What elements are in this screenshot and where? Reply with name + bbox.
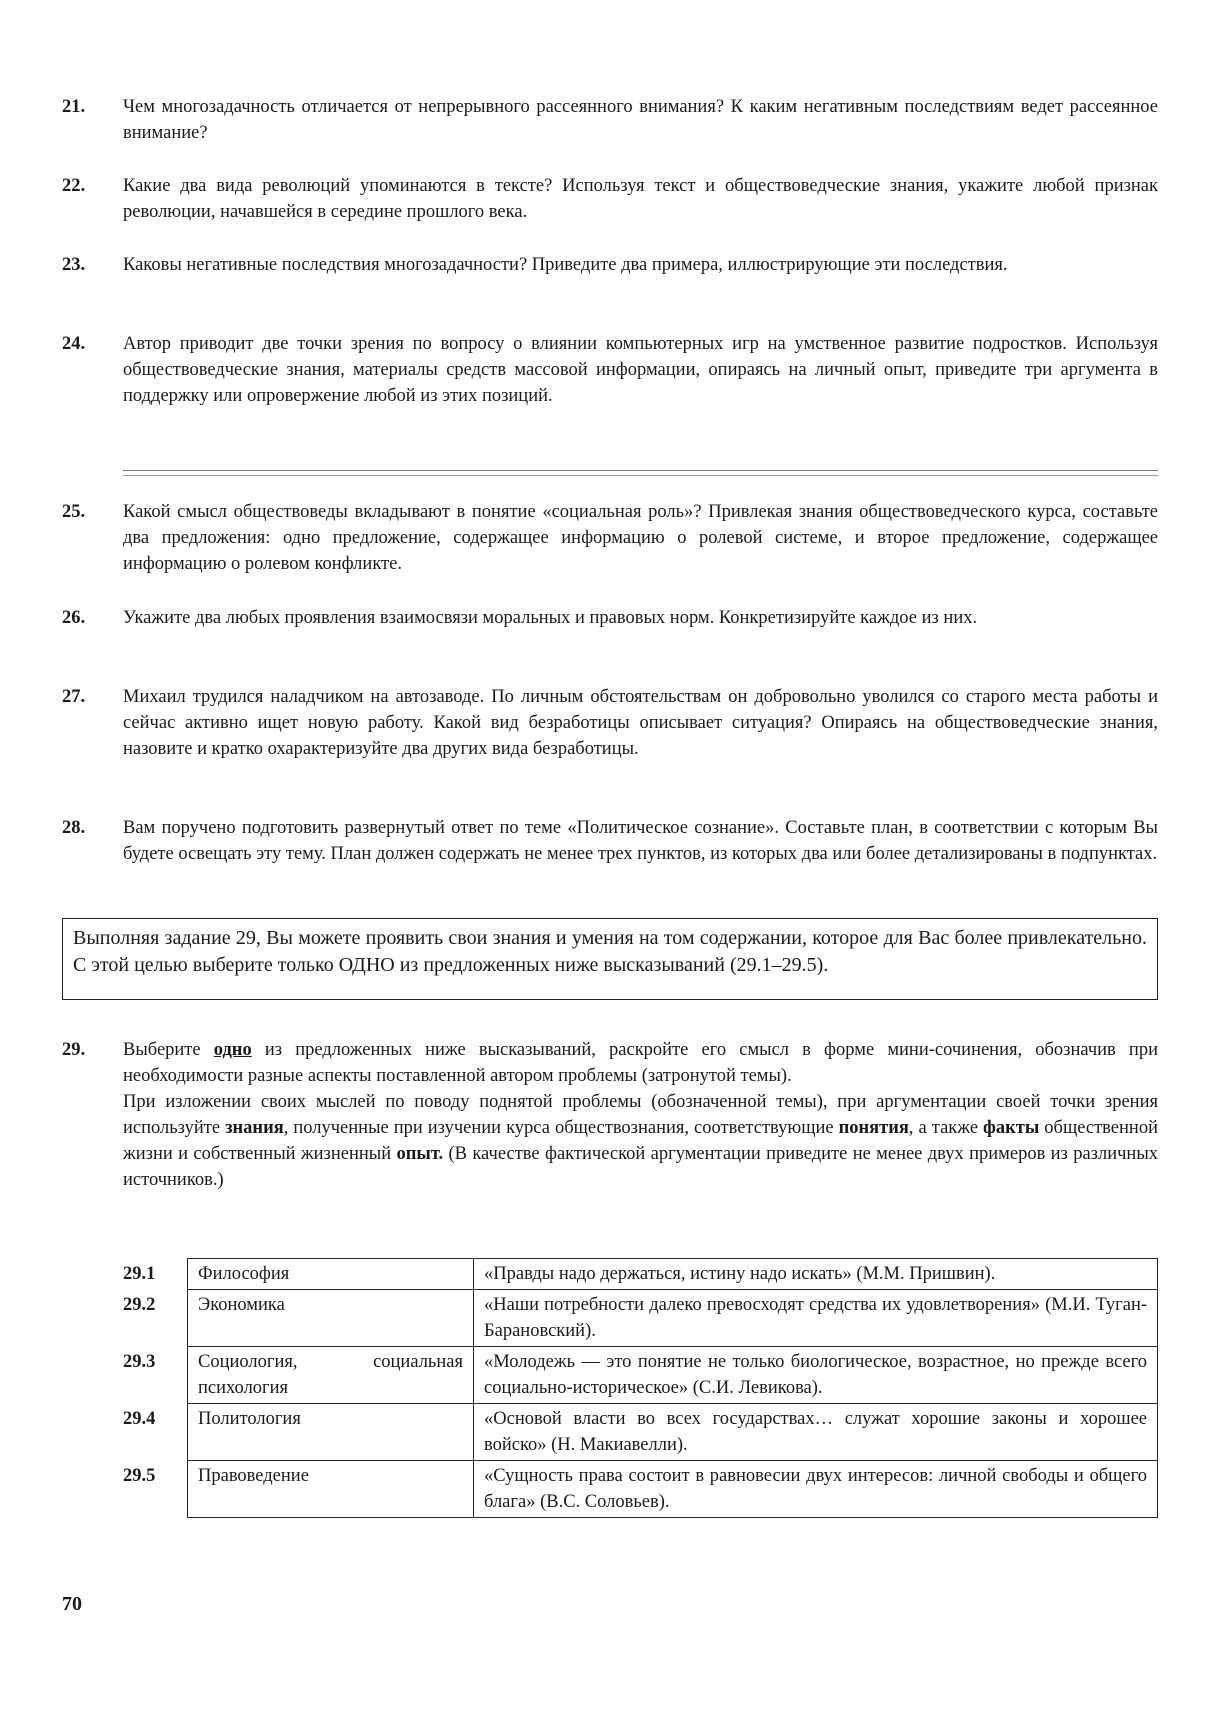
question-22: [62, 173, 1158, 225]
question-number: 22.: [62, 176, 86, 196]
statement-quote: «Основой власти во всех государствах… служат хорошие законы и хорошее войско» (Н. Макиавелли).: [474, 1404, 1158, 1461]
statement-number: 29.4: [123, 1408, 156, 1429]
page-number: 70: [62, 1593, 82, 1615]
statement-area: Экономика: [188, 1290, 474, 1347]
statement-number: 29.5: [123, 1465, 156, 1486]
question-27: [62, 684, 1158, 762]
question-text: Какие два вида революций упоминаются в тексте? Используя текст и обществоведческие знания, укажите любой признак революции, начавшейся в середине прошлого века.: [123, 176, 1158, 222]
statement-area: Правоведение: [188, 1461, 474, 1518]
question-29-para-1: [123, 1037, 1158, 1089]
question-number: 23.: [62, 255, 86, 275]
text: из предложенных ниже высказываний, раскройте его смысл в форме мини-сочинения, обозначив при необходимости разные аспекты поставленной автором проблемы (затронутой темы).: [123, 1040, 1158, 1086]
question-28: [62, 815, 1158, 867]
text: При изложении своих мыслей по поводу поднятой проблемы (обозначенной темы), при аргументации своей точки зрения используйте: [123, 1092, 1158, 1138]
question-text: Каковы негативные последствия многозадачности? Приведите два примера, иллюстрирующие эти последствия.: [123, 255, 1008, 275]
question-26: [62, 605, 1158, 631]
text: , а также: [908, 1118, 984, 1138]
question-number: 28.: [62, 818, 86, 838]
task-29-notice: Выполняя задание 29, Вы можете проявить свои знания и умения на том содержании, которое для Вас более привлекательно. С этой целью выберите только ОДНО из предложенных ниже высказываний (29.1–29.5).: [62, 918, 1158, 1000]
question-text: Чем многозадачность отличается от непрерывного рассеянного внимания? К каким негативным последствиям ведет рассеянное внимание?: [123, 97, 1158, 143]
question-25: [62, 499, 1158, 577]
question-number: 25.: [62, 502, 86, 522]
table-row: [123, 1461, 1158, 1518]
emphasis: факты: [983, 1118, 1040, 1138]
emphasis: знания: [225, 1118, 284, 1138]
question-21: [62, 94, 1158, 146]
text: общественной жизни и собственный жизненный: [123, 1118, 1158, 1164]
text: Выберите: [123, 1040, 214, 1060]
statement-area: Политология: [188, 1404, 474, 1461]
question-number: 27.: [62, 687, 86, 707]
question-text: Михаил трудился наладчиком на автозаводе. По личным обстоятельствам он добровольно уволился со старого места работы и сейчас активно ищет новую работу. Какой вид безработицы описывает ситуация? Опираясь на обществоведческие знания, назовите и кратко охарактеризуйте два других вида безработицы.: [123, 687, 1158, 759]
question-text: Вам поручено подготовить развернутый ответ по теме «Политическое сознание». Составьте план, в соответствии с которым Вы будете освещать эту тему. План должен содержать не менее трех пунктов, из которых два или более детализированы в подпунктах.: [123, 818, 1158, 864]
question-text: Укажите два любых проявления взаимосвязи моральных и правовых норм. Конкретизируйте каждое из них.: [123, 608, 978, 628]
statement-quote: «Наши потребности далеко превосходят средства их удовлетворения» (М.И. Туган-Барановский).: [474, 1290, 1158, 1347]
statement-number: 29.2: [123, 1294, 156, 1315]
section-divider: [123, 470, 1158, 476]
emphasis: опыт.: [396, 1144, 444, 1164]
table-row: [123, 1259, 1158, 1290]
statement-quote: «Молодежь — это понятие не только биологическое, возрастное, но прежде всего социально-историческое» (С.И. Левикова).: [474, 1347, 1158, 1404]
question-24: [62, 331, 1158, 409]
text: (В качестве фактической аргументации приведите не менее двух примеров из различных источников.): [123, 1144, 1159, 1190]
question-number: 24.: [62, 334, 86, 354]
question-number: 29.: [62, 1040, 86, 1060]
statement-number: 29.1: [123, 1263, 156, 1284]
statement-number: 29.3: [123, 1351, 156, 1372]
table-row: [123, 1347, 1158, 1404]
statement-area: Философия: [188, 1259, 474, 1290]
table-row: [123, 1290, 1158, 1347]
statement-quote: «Правды надо держаться, истину надо искать» (М.М. Пришвин).: [474, 1259, 1158, 1290]
statements-table: [123, 1258, 1158, 1518]
question-23: [62, 252, 1158, 278]
question-text: Какой смысл обществоведы вкладывают в понятие «социальная роль»? Привлекая знания обществоведческого курса, составьте два предложения: одно предложение, содержащее информацию о ролевой системе, и второе предложение, содержащее информацию о ролевом конфликте.: [123, 502, 1158, 574]
text: , полученные при изучении курса обществознания, соответствующие: [283, 1118, 839, 1138]
question-number: 26.: [62, 608, 86, 628]
statement-quote: «Сущность права состоит в равновесии двух интересов: личной свободы и общего блага» (В.С. Соловьев).: [474, 1461, 1158, 1518]
question-29: [62, 1037, 1158, 1193]
emphasis: одно: [213, 1040, 252, 1060]
question-text: Автор приводит две точки зрения по вопросу о влиянии компьютерных игр на умственное развитие подростков. Используя обществоведческие знания, материалы средств массовой информации, опираясь на личный опыт, приведите три аргумента в поддержку или опровержение любой из этих позиций.: [123, 334, 1158, 406]
statement-area: Социология, социальная психология: [188, 1347, 474, 1404]
table-row: [123, 1404, 1158, 1461]
emphasis: понятия: [838, 1118, 909, 1138]
question-number: 21.: [62, 97, 86, 117]
question-29-para-2: [123, 1089, 1158, 1193]
